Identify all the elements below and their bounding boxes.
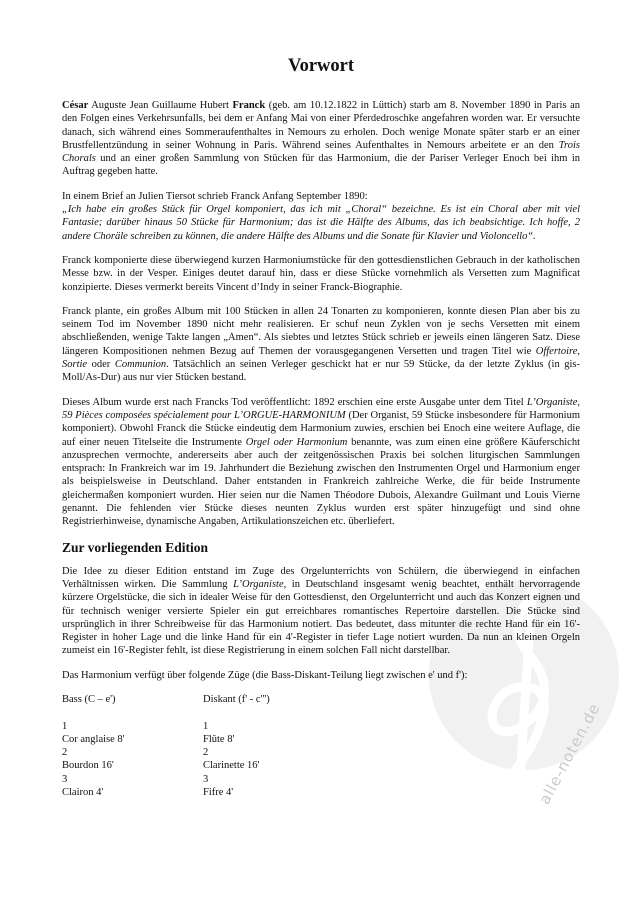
list-item: 1 <box>62 720 68 732</box>
composer-last-name: Franck <box>232 100 266 111</box>
list-item: Cor anglaise 8' <box>62 733 125 745</box>
list-item: Flûte 8' <box>203 733 235 745</box>
diskant-column <box>203 693 270 799</box>
work-title: Trois Chorals <box>62 139 580 165</box>
page-title: Vorwort <box>287 56 355 76</box>
paragraph-edition: Die Idee zu dieser Edition entstand im Zuge des Orgelunterrichts von Schülern, die überwiegend in einfachen Verhältnissen wirken. Die Sammlung L’Organiste, in Deutschland insgesamt wenig beachtet, enthält hervorragende kürzere Orgelstücke, die sich in idealer Weise für den Gottesdienst, den Orgelunterricht und auch das Konzert eignen und für technisch weniger versierte Spieler ein gut erreichbares romantisches Repertoire darstellen. Die Stücke sind ursprünglich in ihrer Schreibweise für das Harmonium notiert. Das bedeutet, dass mitunter die rechte Hand für ein 16'-Register in hoher Lage und die linke Hand für ein 4'-Register in tiefer Lage notiert wurden. Da nun an kleinen Orgeln zumeist ein 16'-Register fehlt, ist diese Registrierung in einem solchen Fall nicht darstellbar. <box>62 565 580 657</box>
list-item: 3 <box>62 773 68 785</box>
paragraph-letter-intro: In einem Brief an Julien Tiersot schrieb Franck Anfang September 1890: <box>62 190 368 202</box>
list-item: Bourdon 16' <box>62 760 114 772</box>
paragraph-album-plan: Franck plante, ein großes Album mit 100 Stücken in allen 24 Tonarten zu komponieren, konnte diesen Plan aber bis zu seinem Tod im November 1890 nicht mehr realisieren. Er schuf neun Zyklen von je sechs Versetten mit einem abschließenden, wenige Takte langen „Amen“. Als siebtes und letztes Stück schrieb er jeweils einen längeren Satz. Diese längeren Kompositionen nehmen Bezug auf Themen der vorausgegangenen Versetten und tragen Titel wie Offertoire, Sortie oder Communion. Tatsächlich an seinen Verleger geschickt hat er nur 59 Stücke, da der letzte Zyklus (in gis-Moll/As-Dur) aus nur vier Stücken bestand. <box>62 305 580 384</box>
bass-column <box>62 693 203 799</box>
stops-table <box>62 693 580 799</box>
section-heading: Zur vorliegenden Edition <box>62 539 209 555</box>
list-item: Clarinette 16' <box>203 760 260 772</box>
paragraph-stops-intro: Das Harmonium verfügt über folgende Züge (die Bass-Diskant-Teilung liegt zwischen e' und f'): <box>62 669 468 681</box>
paragraph-purpose: Franck komponierte diese überwiegend kurzen Harmoniumstücke für den gottesdienstlichen Gebrauch in der katholischen Messe bzw. in der Vesper. Einiges deutet darauf hin, dass er diese Stücke vornehmlich als Versetten zum Magnificat konzipierte. Dieses vermerkt bereits Vincent d’Indy in seiner Franck-Biographie. <box>62 254 580 293</box>
document-page <box>62 56 580 799</box>
composer-first-name: César <box>62 100 89 111</box>
list-item: 1 <box>203 720 209 732</box>
diskant-heading: Diskant (f' - c''') <box>203 693 270 705</box>
list-item: Clairon 4' <box>62 787 104 799</box>
list-item: 2 <box>62 747 68 759</box>
list-item: 2 <box>203 747 209 759</box>
list-item: 3 <box>203 773 209 785</box>
bass-heading: Bass (C – e') <box>62 693 116 705</box>
paragraph-biography: César Auguste Jean Guillaume Hubert Franck (geb. am 10.12.1822 in Lüttich) starb am 8. November 1890 in Paris an den Folgen eines Verkehrsunfalls, bei dem er Anfang Mai von einer Pferdedroschke angefahren worden war. Er versuchte danach, sich während eines Sommeraufenthaltes in Nemours zu erholen. Doch wenige Monate später starb er an einer Brustfellentzündung in seiner Wohnung in Paris. Während seines Aufenthaltes in Nemours arbeitete er an den Trois Chorals und an einer großen Sammlung von Stücken für das Harmonium, die der Pariser Verleger Enoch bei ihm in Auftrag gegeben hatte. <box>62 100 581 178</box>
paragraph-publication: Dieses Album wurde erst nach Francks Tod veröffentlicht: 1892 erschien eine erste Ausgabe unter dem Titel L’Organiste, 59 Pièces composées spécialement pour L’ORGUE-HARMONIUM (Der Organist, 59 Stücke insbesondere für Harmonium komponiert). Obwohl Franck die Stücke eindeutig dem Harmonium zuwies, erschien bei Enoch eine weitere Auflage, die auf einer neuen Titelseite die Instrumente Orgel oder Harmonium benannte, was zum einen eine größere Käuferschicht anzusprechen vermochte, andererseits aber auch der zeitgenössischen Praxis bei solchen liturgischen Sammlungen entsprach: In Frankreich war im 19. Jahrhundert die Beziehung zwischen den Instrumenten Orgel und Harmonium enger als beispielsweise in Deutschland. Daher entstanden in Frankreich zahlreiche Werke, die für beide Instrumente gleichermaßen komponiert wurden. Hier seien nur die Namen Théodore Dubois, Alexandre Guilmant und Louis Vierne genannt. Die fehlenden vier Stücke dieses neunten Zyklus wurden erst später hinzugefügt und sind ohne Registrierhinweise, dynamische Angaben, Artikulationszeichen etc. überliefert. <box>62 396 581 528</box>
list-item: Fifre 4' <box>203 787 234 799</box>
watermark-text: alle-noten.de <box>535 700 604 808</box>
letter-quote: „Ich habe ein großes Stück für Orgel komponiert, das ich mit „Choral“ bezeichne. Es ist ein Choral aber mit viel Fantasie; darüber hinaus 50 Stücke für Harmonium; das ist die Hälfte des Albums, das ich beabsichtige. Ich hoffe, 2 andere Choräle schreiben zu können, die andere Hälfte des Albums und die Sonate für Klavier und Violoncello“. <box>62 204 580 242</box>
